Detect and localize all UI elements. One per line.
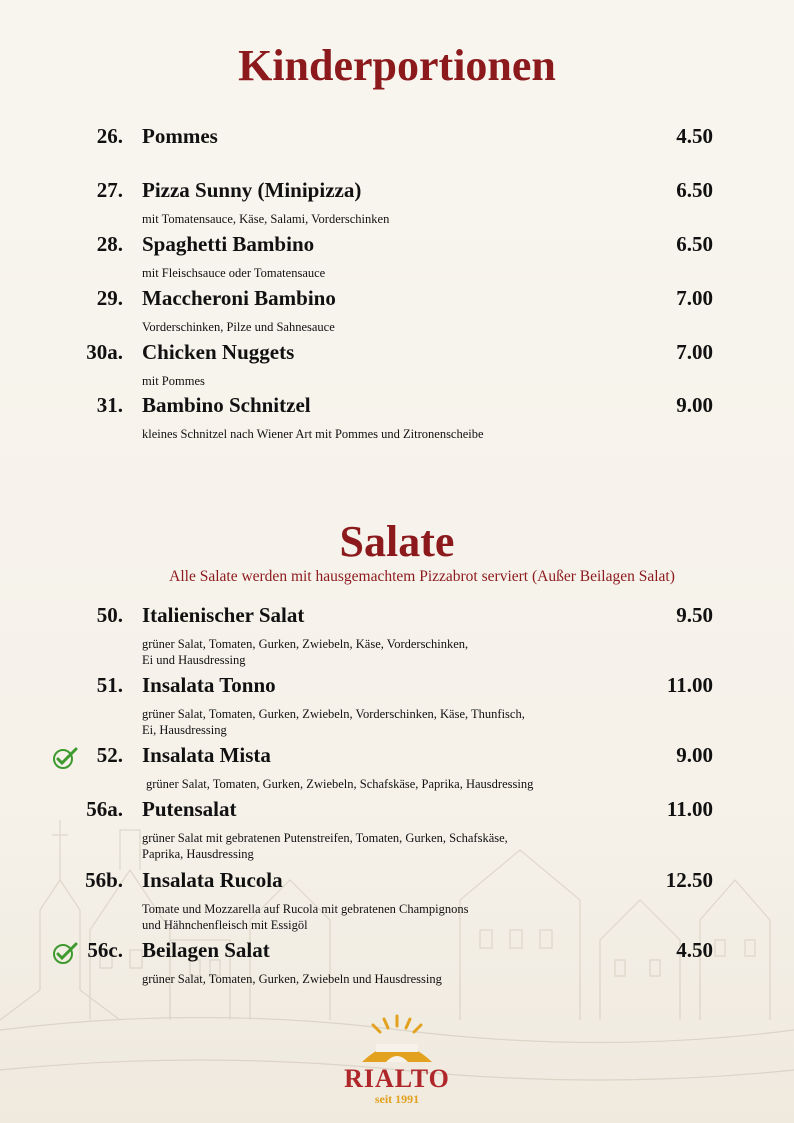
item-price: 4.50 — [676, 938, 713, 962]
item-price: 12.50 — [665, 868, 713, 892]
item-name: Insalata Rucola — [142, 868, 283, 892]
item-name: Pommes — [142, 124, 218, 148]
item-description-line2: Ei und Hausdressing — [142, 653, 246, 667]
item-description: mit Pommes — [142, 374, 205, 388]
item-price: 7.00 — [676, 286, 713, 310]
item-description-line1: Tomate und Mozzarella auf Rucola mit gebratenen Champignons — [142, 902, 469, 916]
item-number: 29. — [96, 286, 123, 310]
item-price: 6.50 — [676, 178, 713, 202]
item-description: Vorderschinken, Pilze und Sahnesauce — [142, 320, 335, 334]
section-subtitle-salads: Alle Salate werden mit hausgemachtem Pizzabrot serviert (Außer Beilagen Salat) — [169, 568, 675, 585]
logo-since: seit 1991 — [374, 1092, 420, 1106]
item-name: Putensalat — [142, 797, 237, 821]
item-price: 11.00 — [666, 673, 713, 697]
item-number: 51. — [96, 673, 123, 697]
item-price: 7.00 — [676, 340, 713, 364]
item-description-line1: grüner Salat, Tomaten, Gurken, Zwiebeln, Vorderschinken, Käse, Thunfisch, — [142, 707, 525, 721]
item-number: 27. — [96, 178, 123, 202]
item-price: 6.50 — [676, 232, 713, 256]
item-price: 9.50 — [676, 603, 713, 627]
item-number: 31. — [96, 393, 123, 417]
item-description: mit Tomatensauce, Käse, Salami, Vorderschinken — [142, 212, 390, 226]
item-name: Insalata Tonno — [142, 673, 276, 697]
item-number: 28. — [96, 232, 123, 256]
item-name: Italienischer Salat — [142, 603, 305, 627]
section-title-salads: Salate — [339, 517, 455, 566]
item-description-line2: und Hähnchenfleisch mit Essigöl — [142, 918, 308, 932]
section-title-kids: Kinderportionen — [238, 41, 556, 90]
item-description: kleines Schnitzel nach Wiener Art mit Pommes und Zitronenscheibe — [142, 427, 484, 441]
item-number: 56a. — [86, 797, 123, 821]
item-number: 56b. — [85, 868, 123, 892]
item-description: mit Fleischsauce oder Tomatensauce — [142, 266, 326, 280]
item-name: Insalata Mista — [142, 743, 271, 767]
item-number: 30a. — [86, 340, 123, 364]
item-description-line1: grüner Salat, Tomaten, Gurken, Zwiebeln, Schafskäse, Paprika, Hausdressing — [146, 777, 534, 791]
item-name: Spaghetti Bambino — [142, 232, 315, 256]
item-number: 26. — [96, 124, 123, 148]
item-price: 9.00 — [676, 743, 713, 767]
item-price: 11.00 — [666, 797, 713, 821]
item-name: Bambino Schnitzel — [142, 393, 311, 417]
item-description-line1: grüner Salat, Tomaten, Gurken, Zwiebeln, Käse, Vorderschinken, — [142, 637, 469, 651]
item-price: 4.50 — [676, 124, 713, 148]
bridge-icon — [340, 1014, 454, 1064]
item-price: 9.00 — [676, 393, 713, 417]
item-number: 56c. — [87, 938, 123, 962]
logo-name: RIALTO — [344, 1064, 450, 1093]
item-name: Beilagen Salat — [142, 938, 270, 962]
rialto-logo — [340, 1014, 454, 1110]
item-name: Pizza Sunny (Minipizza) — [142, 178, 362, 202]
item-description-line1: grüner Salat, Tomaten, Gurken, Zwiebeln und Hausdressing — [142, 972, 442, 986]
item-number: 52. — [96, 743, 123, 767]
item-description-line1: grüner Salat mit gebratenen Putenstreifen, Tomaten, Gurken, Schafskäse, — [142, 831, 508, 845]
item-description-line2: Paprika, Hausdressing — [142, 847, 254, 861]
item-name: Maccheroni Bambino — [142, 286, 336, 310]
item-description-line2: Ei, Hausdressing — [142, 723, 227, 737]
item-name: Chicken Nuggets — [142, 340, 295, 364]
item-number: 50. — [96, 603, 123, 627]
